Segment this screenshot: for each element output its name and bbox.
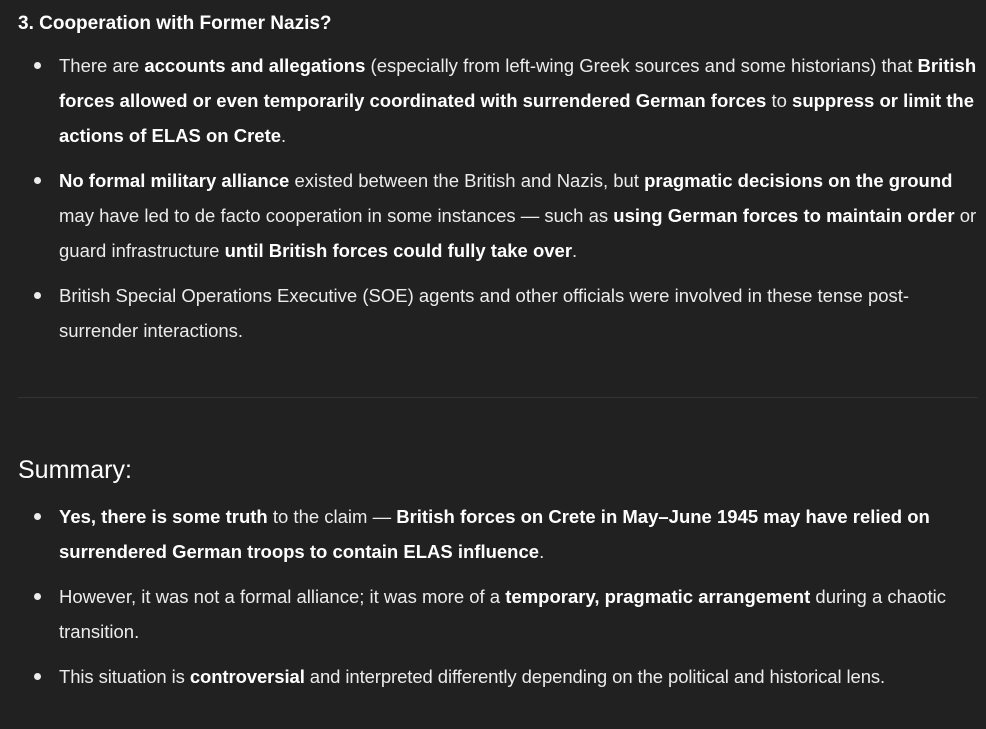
body-text: to [766, 90, 793, 111]
bold-text: British forces allowed or even temporarily coordinated with surrendered German forces [59, 55, 977, 111]
body-text: This situation is [59, 666, 190, 687]
body-text: existed between the British and Nazis, but [289, 170, 645, 191]
bold-text: temporary, pragmatic arrangement [505, 586, 811, 607]
list-item [18, 499, 978, 569]
bold-text: Yes, there is some truth [59, 506, 268, 527]
list-item [18, 579, 978, 649]
bold-text: suppress or limit the actions of ELAS on Crete [59, 90, 975, 146]
body-text: or guard infrastructure [59, 205, 977, 261]
body-text: and interpreted differently depending on the political and historical lens. [304, 666, 886, 687]
bold-text: controversial [189, 666, 305, 687]
bold-text: No formal military alliance [59, 170, 290, 191]
body-text: during a chaotic transition. [59, 586, 947, 642]
summary-heading: Summary: [18, 456, 132, 484]
list-item [18, 278, 978, 348]
bold-text: British forces on Crete in May–June 1945 may have relied on surrendered German troops to contain ELAS influence [59, 506, 930, 562]
cooperation-bullet-list [18, 48, 978, 348]
body-text: . [572, 240, 578, 261]
body-text: (especially from left-wing Greek sources and some historians) that [365, 55, 918, 76]
section-heading: 3. Cooperation with Former Nazis? [18, 13, 332, 34]
list-item [18, 163, 978, 268]
body-text: There are [59, 55, 145, 76]
bold-text: until British forces could fully take over [224, 240, 573, 261]
section-divider [18, 397, 978, 398]
bold-text: accounts and allegations [144, 55, 366, 76]
body-text: may have led to de facto cooperation in some instances — such as [59, 205, 614, 226]
body-text: British Special Operations Executive (SOE) agents and other officials were involved in these tense post-surrender interactions. [59, 285, 910, 341]
body-text: . [539, 541, 545, 562]
list-item [18, 659, 978, 694]
bold-text: pragmatic decisions on the ground [644, 170, 953, 191]
summary-bullet-list [18, 499, 978, 694]
bold-text: using German forces to maintain order [613, 205, 955, 226]
body-text: . [281, 125, 287, 146]
body-text: to the claim — [267, 506, 397, 527]
body-text: However, it was not a formal alliance; it was more of a [59, 586, 506, 607]
list-item [18, 48, 978, 153]
